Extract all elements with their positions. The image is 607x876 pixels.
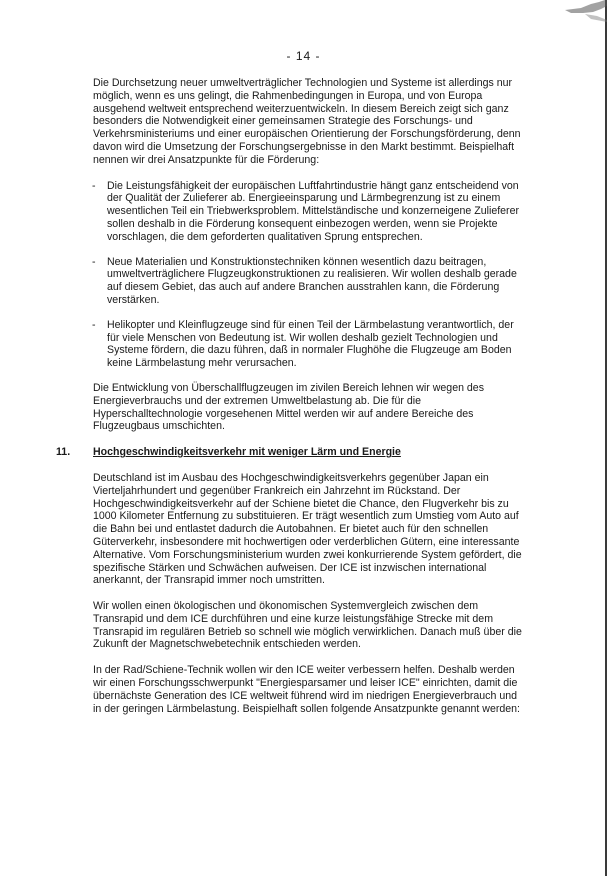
- bullet-dash: -: [92, 255, 96, 268]
- bullet-text: Die Leistungsfähigkeit der europäischen Luftfahrtindustrie hängt ganz entscheidend von der Qualität der Zulieferer ab. Energieeinsparung und Lärmbegrenzung ist zu einem wesentlichen Teil ein Triebwerksproblem. Mittelständische und konzerneigene Zulieferer sollen deshalb in die Förderung konsequent einbezogen werden, wenn sie Projekte vorschlagen, die dem geforderten qualitativen Sprung entsprechen.: [107, 179, 519, 243]
- intro-paragraph: Die Durchsetzung neuer umweltverträglicher Technologien und Systeme ist allerdings nur möglich, wenn es uns gelingt, die Rahmenbedingungen in Europa, und von Europa ausgehend weltweit entsprechend weiterzuentwickeln. In diesem Bereich zeigt sich ganz besonders die Notwendigkeit einer gemeinsamen Strategie des Forschungs- und Verkehrsministeriums und einer europäischen Orientierung der Forschungsförderung, denn davon wird die Umsetzung der Forschungsergebnisse in den Markt bestimmt. Beispielhaft nennen wir drei Ansatzpunkte für die Förderung:: [93, 77, 521, 166]
- body-paragraph: In der Rad/Schiene-Technik wollen wir den ICE weiter verbessern helfen. Deshalb werden wir einen Forschungsschwerpunkt "Energiesparsamer und leiser ICE" einrichten, damit die übernächste Generation des ICE weltweit führend wird im niedrigen Energieverbrauch und in der geringen Lärmbelastung. Beispielhaft sollen folgende Ansatzpunkte genannt werden:: [93, 664, 520, 715]
- supersonic-paragraph: Die Entwicklung von Überschallflugzeugen im zivilen Bereich lehnen wir wegen des Energieverbrauchs und der extremen Umweltbelastung ab. Die für die Hyperschalltechnologie vorgesehenen Mittel werden wir auf andere Bereiche des Flugzeugbaus umschichten.: [93, 381, 484, 433]
- section-heading: [56, 446, 528, 459]
- section-number: 11.: [56, 446, 71, 459]
- bullet-item: [93, 256, 528, 307]
- section-title: Hochgeschwindigkeitsverkehr mit weniger Lärm und Energie: [93, 446, 401, 459]
- bullet-dash: -: [92, 318, 96, 331]
- scan-corner-mark: [561, 0, 607, 22]
- body-paragraph: Wir wollen einen ökologischen und ökonomischen Systemvergleich zwischen dem Transrapid und dem ICE durchführen und eine kurze leistungsfähige Strecke mit dem Transrapid im regulären Betrieb so schnell wie möglich verwirklichen. Danach muß über die Zukunft der Magnetschwebetechnik entschieden werden.: [93, 600, 522, 651]
- bullet-dash: -: [92, 179, 96, 192]
- bullet-list: [93, 180, 528, 370]
- page-number: - 14 -: [286, 49, 321, 63]
- document-body: [56, 77, 528, 728]
- bullet-text: Neue Materialien und Konstruktionstechniken können wesentlich dazu beitragen, umweltverträglichere Flugzeugkonstruktionen zu realisieren. Wir wollen deshalb gerade auf diesem Gebiet, das auch auf andere Branchen ausstrahlen kann, die Förderung verstärken.: [107, 255, 517, 306]
- bullet-item: [93, 180, 528, 244]
- body-paragraph: Deutschland ist im Ausbau des Hochgeschwindigkeitsverkehrs gegenüber Japan ein Vierteljahrhundert und gegenüber Frankreich ein Jahrzehnt im Rückstand. Der Hochgeschwindigkeitsverkehr auf der Schiene bietet die Chance, den Flugverkehr bis zu 1000 Kilometer Entfernung zu substituieren. Er trägt wesentlich zum Umstieg vom Auto auf die Bahn bei und entlastet dadurch die Autobahnen. Er bietet auch für den schnellen Güterverkehr, insbesondere mit hochwertigen oder verderblichen Gütern, eine interessante Alternative. Vom Forschungsministerium wurden zwei konkurrierende System gefördert, die spezifische Stärken und Schwächen aufweisen. Der ICE ist inzwischen international anerkannt, der Transrapid immer noch umstritten.: [93, 471, 522, 587]
- bullet-item: [93, 319, 528, 370]
- bullet-text: Helikopter und Kleinflugzeuge sind für einen Teil der Lärmbelastung verantwortlich, der für viele Menschen von Bedeutung ist. Wir wollen deshalb gezielt Technologien und Systeme fördern, die dazu führen, daß in normaler Flughöhe die Flugzeuge am Boden keine Lärmbelastung mehr verursachen.: [107, 318, 514, 370]
